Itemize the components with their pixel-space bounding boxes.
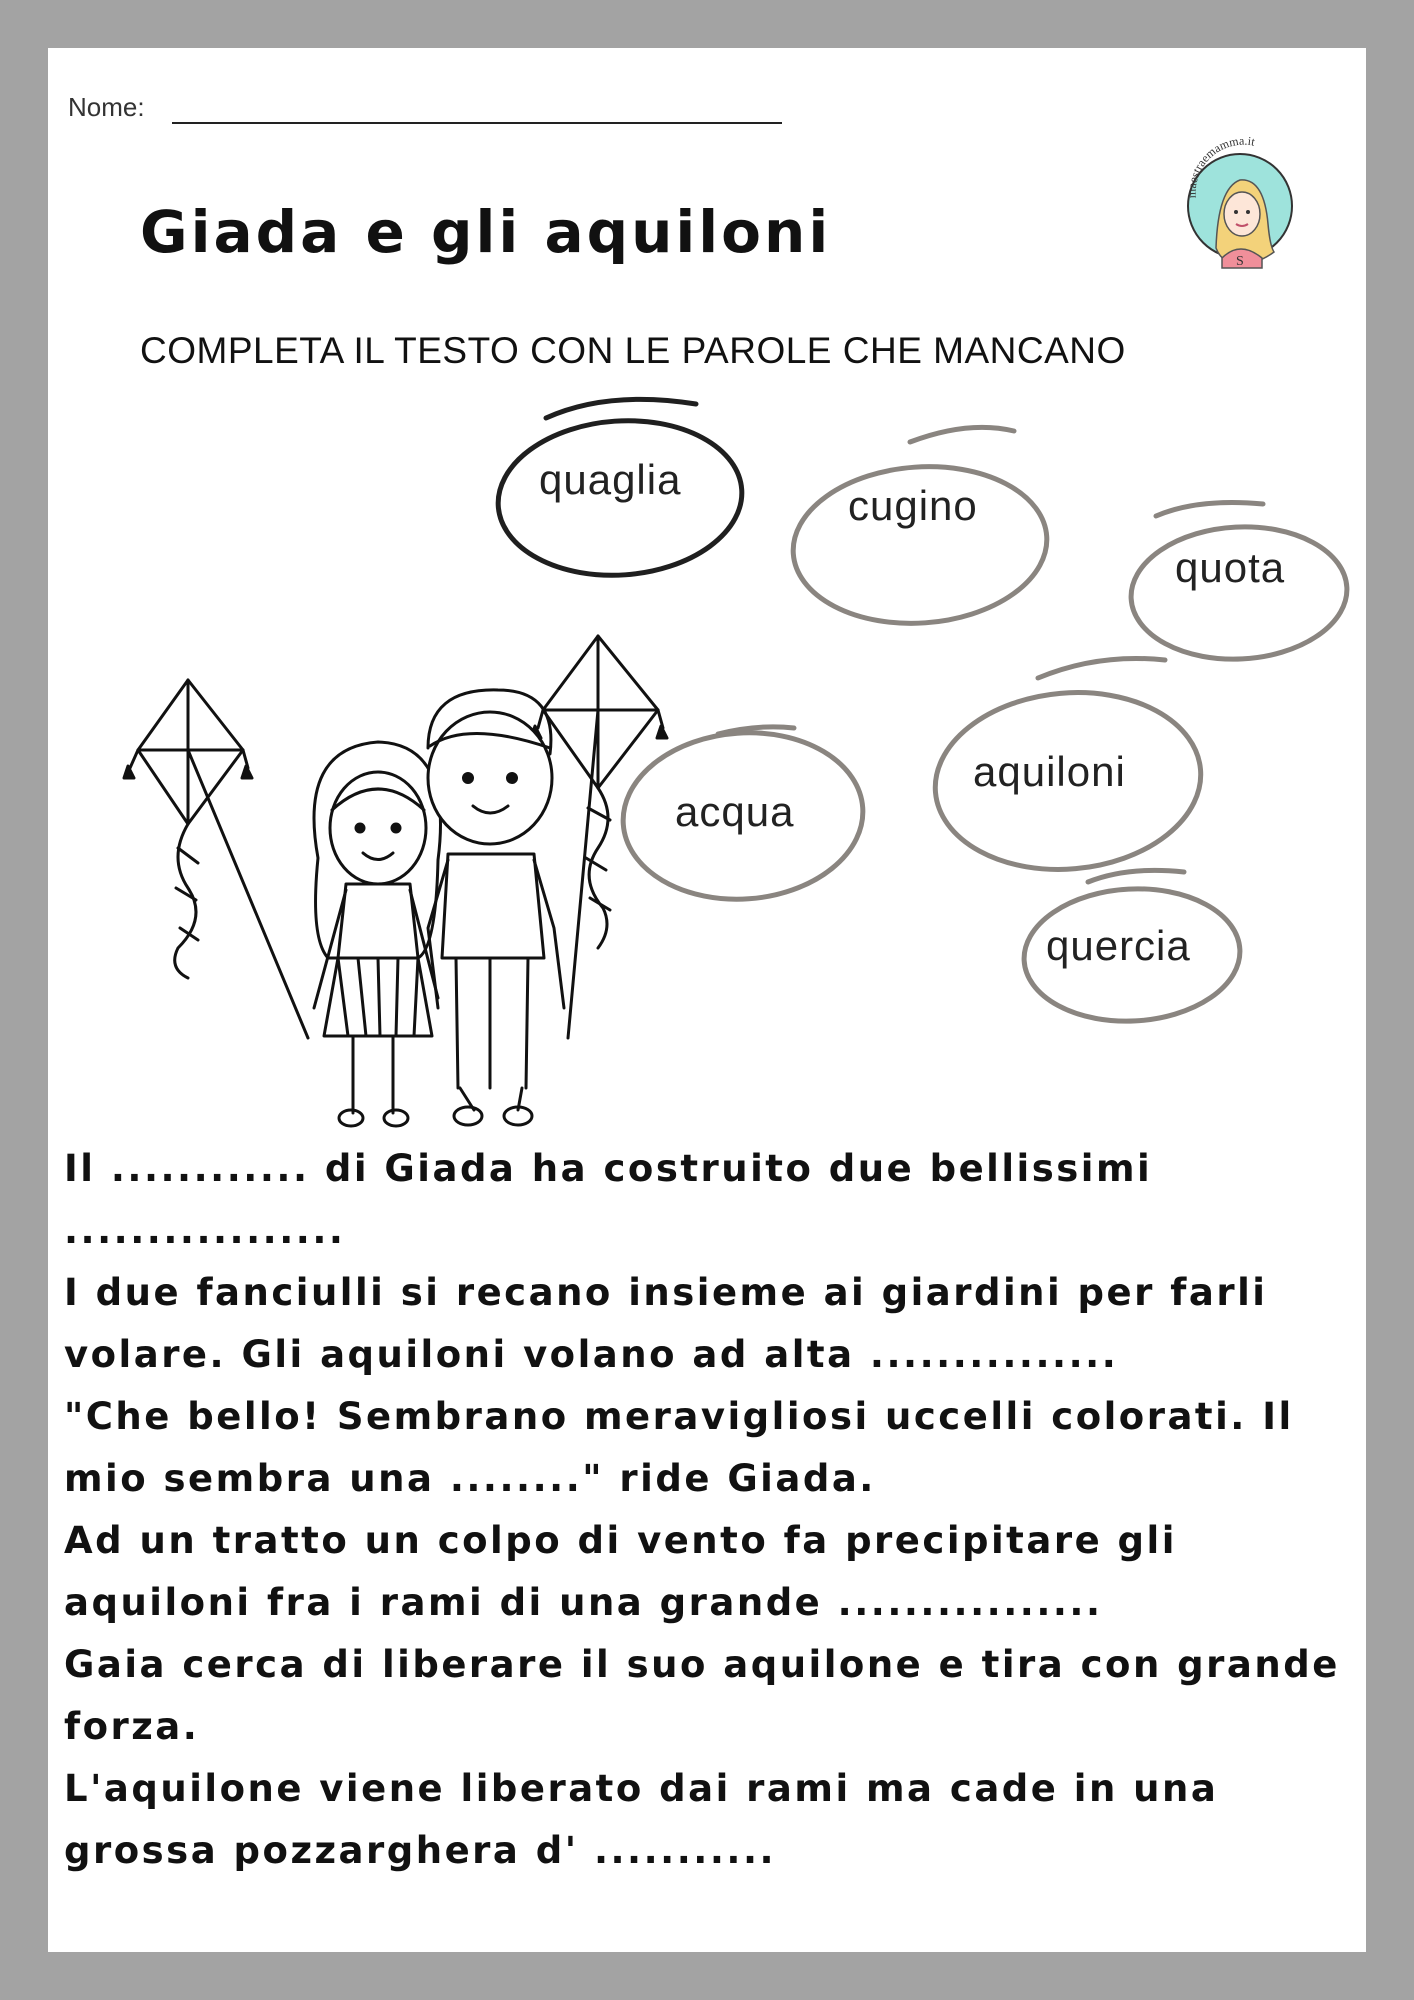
- word-quercia: quercia: [1046, 922, 1191, 969]
- name-label: Nome:: [68, 92, 145, 122]
- story-line: volare. Gli aquiloni volano ad alta ...............: [64, 1333, 1119, 1376]
- instruction-text: COMPLETA IL TESTO CON LE PAROLE CHE MANCANO: [140, 330, 1126, 371]
- story-line: I due fanciulli si recano insieme ai giardini per farli: [64, 1271, 1268, 1314]
- name-field: [68, 88, 808, 128]
- story-line: "Che bello! Sembrano meravigliosi uccelli colorati. Il: [64, 1395, 1294, 1438]
- story-line: Ad un tratto un colpo di vento fa precipitare gli: [64, 1519, 1177, 1562]
- word-cugino: cugino: [848, 482, 978, 529]
- story-line: Il ............ di Giada ha costruito due bellissimi: [64, 1147, 1153, 1190]
- story-line: forza.: [64, 1705, 200, 1748]
- maestraemamma-logo: [1178, 128, 1308, 278]
- story-line: L'aquilone viene liberato dai rami ma cade in una: [64, 1767, 1219, 1810]
- story-line: Gaia cerca di liberare il suo aquilone e tira con grande: [64, 1643, 1340, 1686]
- word-aquiloni: aquiloni: [973, 748, 1126, 795]
- page-title: Giada e gli aquiloni: [140, 198, 832, 266]
- right-kite-icon: [531, 636, 667, 1038]
- girl-figure: [314, 742, 441, 1126]
- fill-in-story: [64, 1138, 1344, 1882]
- word-quota: quota: [1175, 544, 1286, 591]
- left-kite-icon: [124, 680, 308, 1038]
- word-quaglia: quaglia: [539, 456, 682, 503]
- logo-letter: S: [1236, 254, 1244, 269]
- worksheet-page: [48, 48, 1366, 1952]
- boy-figure: [428, 690, 564, 1125]
- name-writing-line[interactable]: [172, 122, 782, 124]
- story-line: mio sembra una ........" ride Giada.: [64, 1457, 876, 1500]
- story-line: aquiloni fra i rami di una grande ................: [64, 1581, 1103, 1624]
- word-acqua: acqua: [675, 788, 795, 835]
- story-line: .................: [64, 1209, 346, 1252]
- story-line: grossa pozzarghera d' ...........: [64, 1829, 777, 1872]
- children-with-kites-illustration: [98, 628, 738, 1168]
- logo-text: maestraemamma.it: [1184, 133, 1257, 199]
